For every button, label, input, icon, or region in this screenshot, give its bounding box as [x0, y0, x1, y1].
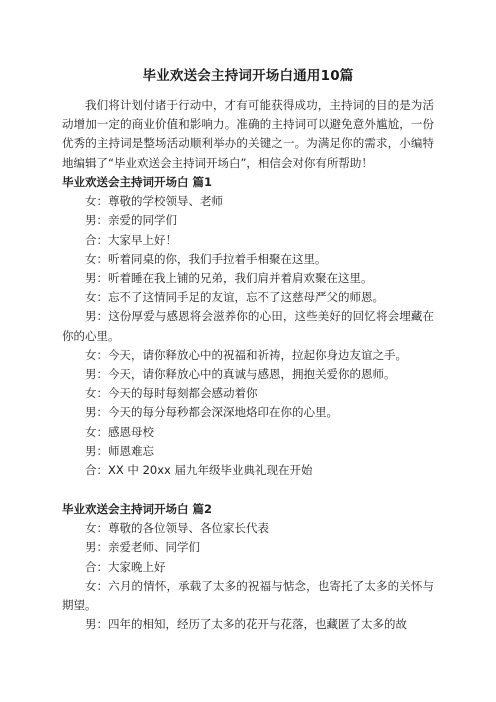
dialogue-line: 男：今天的每分每秒都会深深地烙印在你的心里。 [85, 405, 338, 420]
dialogue-line: 男：师恩难忘 [85, 443, 154, 458]
dialogue-line: 男：亲爱老师、同学们 [85, 540, 200, 555]
dialogue-line: 女：今天的每时每刻都会感动着你 [85, 386, 258, 401]
dialogue-line: 女：六月的情怀，承载了太多的祝福与惦念，也寄托了太多的关怀与期望。 [62, 578, 434, 612]
dialogue-line: 合：大家晚上好 [85, 559, 166, 574]
dialogue-line: 合：XX 中 20xx 届九年级毕业典礼现在开始 [85, 463, 313, 478]
section-heading: 毕业欢送会主持词开场白 篇2 [62, 502, 213, 516]
document-title: 毕业欢送会主持词开场白通用10篇 [142, 68, 354, 84]
dialogue-line: 合：大家早上好！ [85, 232, 177, 247]
dialogue-line: 女：尊敬的各位领导、各位家长代表 [85, 521, 269, 536]
section-2 [62, 500, 434, 634]
section-heading: 毕业欢送会主持词开场白 篇1 [62, 175, 213, 189]
dialogue-line: 女：感恩母校 [85, 424, 154, 439]
section-1 [62, 173, 434, 480]
dialogue-line: 男：听着睡在我上铺的兄弟，我们肩并着肩欢聚在这里。 [85, 271, 373, 285]
dialogue-line: 男：这份厚爱与感恩将会滋养你的心田，这些美好的回忆将会埋藏在你的心里。 [62, 309, 434, 343]
dialogue-line: 女：忘不了这情同手足的友谊，忘不了这慈母严父的师恩。 [85, 290, 384, 305]
dialogue-line: 男：四年的相知，经历了太多的花开与花落，也藏匿了太多的故 [85, 617, 407, 632]
dialogue-line: 女：今天，请你释放心中的祝福和祈祷，拉起你身边友谊之手。 [85, 347, 407, 362]
dialogue-line: 男：今天，请你释放心中的真诚与感恩，拥抱关爱你的恩师。 [85, 367, 396, 382]
dialogue-line: 男：亲爱的同学们 [85, 213, 177, 228]
dialogue-line: 女：听着同桌的你，我们手拉着手相聚在这里。 [85, 251, 327, 266]
dialogue-line: 女：尊敬的学校领导、老师 [85, 194, 223, 209]
intro-paragraph: 我们将计划付诸于行动中，才有可能获得成功，主持词的目的是为活动增加一定的商业价值和影响力。准确的主持词可以避免意外尴尬，一份优秀的主持词是整场活动顺利举办的关键之一。为满足你的需求，小编特地编辑了“毕业欢送会主持词开场白”，相信会对你有所帮助！ [62, 98, 434, 170]
